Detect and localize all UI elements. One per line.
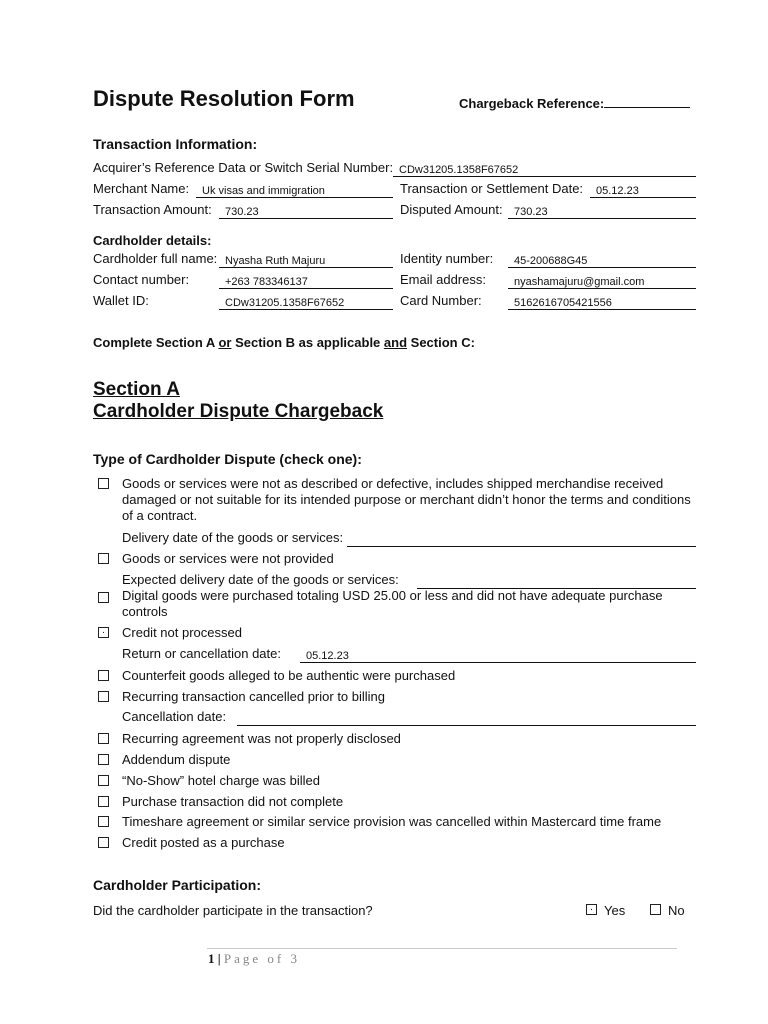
participation-no-label: No (668, 903, 685, 918)
dispute-option-label: Goods or services were not provided (122, 551, 334, 566)
amount-field[interactable]: 730.23 (219, 204, 393, 219)
name-label: Cardholder full name: (93, 251, 218, 266)
dispute-checkbox[interactable] (98, 754, 109, 765)
participation-yes-checkbox[interactable]: · (586, 904, 597, 915)
settlement-field[interactable]: 05.12.23 (590, 183, 696, 198)
participation-no-checkbox[interactable] (650, 904, 661, 915)
acquirer-label: Acquirer’s Reference Data or Switch Serial Number: (93, 160, 394, 175)
dispute-checkbox[interactable] (98, 553, 109, 564)
transaction-heading: Transaction Information: (93, 136, 258, 152)
dispute-checkbox[interactable]: · (98, 627, 109, 638)
dispute-checkbox[interactable] (98, 592, 109, 603)
amount-label: Transaction Amount: (93, 202, 212, 217)
section-instruction (93, 335, 475, 350)
participation-yes-label: Yes (604, 903, 626, 918)
dispute-checkbox[interactable] (98, 816, 109, 827)
instruction-part1: Complete Section A (93, 335, 219, 350)
contact-field[interactable]: +263 783346137 (219, 274, 393, 289)
card-label: Card Number: (400, 293, 482, 308)
dispute-checkbox[interactable] (98, 691, 109, 702)
dispute-option-label: Timeshare agreement or similar service provision was cancelled within Mastercard time frame (122, 814, 662, 829)
identity-label: Identity number: (400, 251, 494, 266)
disputed-field[interactable]: 730.23 (508, 204, 696, 219)
instruction-part2: Section B as applicable (231, 335, 384, 350)
dispute-checkbox[interactable] (98, 478, 109, 489)
acquirer-field[interactable]: CDw31205.1358F67652 (393, 162, 696, 177)
dispute-checkbox[interactable] (98, 670, 109, 681)
delivery-date-label: Delivery date of the goods or services: (122, 530, 344, 545)
card-field[interactable]: 5162616705421556 (508, 295, 696, 310)
chargeback-field[interactable] (604, 95, 690, 108)
expected-delivery-label: Expected delivery date of the goods or services: (122, 572, 399, 587)
disputed-label: Disputed Amount: (400, 202, 503, 217)
wallet-label: Wallet ID: (93, 293, 149, 308)
page-footer (208, 951, 300, 967)
chargeback-reference (459, 95, 690, 111)
merchant-label: Merchant Name: (93, 181, 190, 196)
dispute-checkbox[interactable] (98, 733, 109, 744)
dispute-option-label: Addendum dispute (122, 752, 231, 767)
footer-page-text: Page of 3 (223, 951, 300, 966)
cardholder-heading: Cardholder details: (93, 233, 212, 248)
email-label: Email address: (400, 272, 486, 287)
section-a-subtitle: Cardholder Dispute Chargeback (93, 401, 384, 422)
dispute-option-label: Purchase transaction did not complete (122, 794, 344, 809)
identity-field[interactable]: 45-200688G45 (508, 253, 696, 268)
section-a-heading (93, 379, 383, 423)
dispute-type-heading: Type of Cardholder Dispute (check one): (93, 451, 362, 467)
section-a-title: Section A (93, 379, 180, 400)
wallet-field[interactable]: CDw31205.1358F67652 (219, 295, 393, 310)
return-cancel-label: Return or cancellation date: (122, 646, 281, 661)
dispute-checkbox[interactable] (98, 837, 109, 848)
participation-question: Did the cardholder participate in the transaction? (93, 903, 373, 918)
participation-heading: Cardholder Participation: (93, 877, 262, 893)
dispute-option-label: Digital goods were purchased totaling USD 25.00 or less and did not have adequate purchase controls (122, 588, 663, 619)
dispute-option-label: Credit posted as a purchase (122, 835, 285, 850)
page-title: Dispute Resolution Form (93, 86, 355, 111)
dispute-option-label: Goods or services were not as described or defective, includes shipped merchandise received damaged or not suitable for its intended purpose or merchant didn’t honor the terms and conditions of a contract. (122, 476, 691, 523)
chargeback-label: Chargeback Reference: (459, 96, 605, 111)
footer-divider (207, 948, 677, 949)
footer-page-number: 1 (208, 951, 215, 966)
instruction-or: or (218, 335, 232, 350)
instruction-part3: Section C: (407, 335, 475, 350)
dispute-checkbox[interactable] (98, 775, 109, 786)
instruction-and: and (383, 335, 408, 350)
footer-separator: | (217, 951, 221, 966)
merchant-field[interactable]: Uk visas and immigration (196, 183, 393, 198)
name-field[interactable]: Nyasha Ruth Majuru (219, 253, 393, 268)
dispute-option-label: Credit not processed (122, 625, 242, 640)
dispute-option-label: “No-Show” hotel charge was billed (122, 773, 320, 788)
email-field[interactable]: nyashamajuru@gmail.com (508, 274, 696, 289)
return-cancel-field[interactable]: 05.12.23 (300, 648, 696, 663)
dispute-option-label: Counterfeit goods alleged to be authentic were purchased (122, 668, 456, 683)
delivery-date-field[interactable] (347, 532, 696, 547)
cancellation-field[interactable] (237, 711, 696, 726)
cancellation-label: Cancellation date: (122, 709, 227, 724)
contact-label: Contact number: (93, 272, 190, 287)
settlement-label: Transaction or Settlement Date: (400, 181, 584, 196)
dispute-option-label: Recurring transaction cancelled prior to billing (122, 689, 386, 704)
dispute-option-label: Recurring agreement was not properly disclosed (122, 731, 401, 746)
dispute-checkbox[interactable] (98, 796, 109, 807)
expected-delivery-field[interactable] (417, 574, 696, 589)
